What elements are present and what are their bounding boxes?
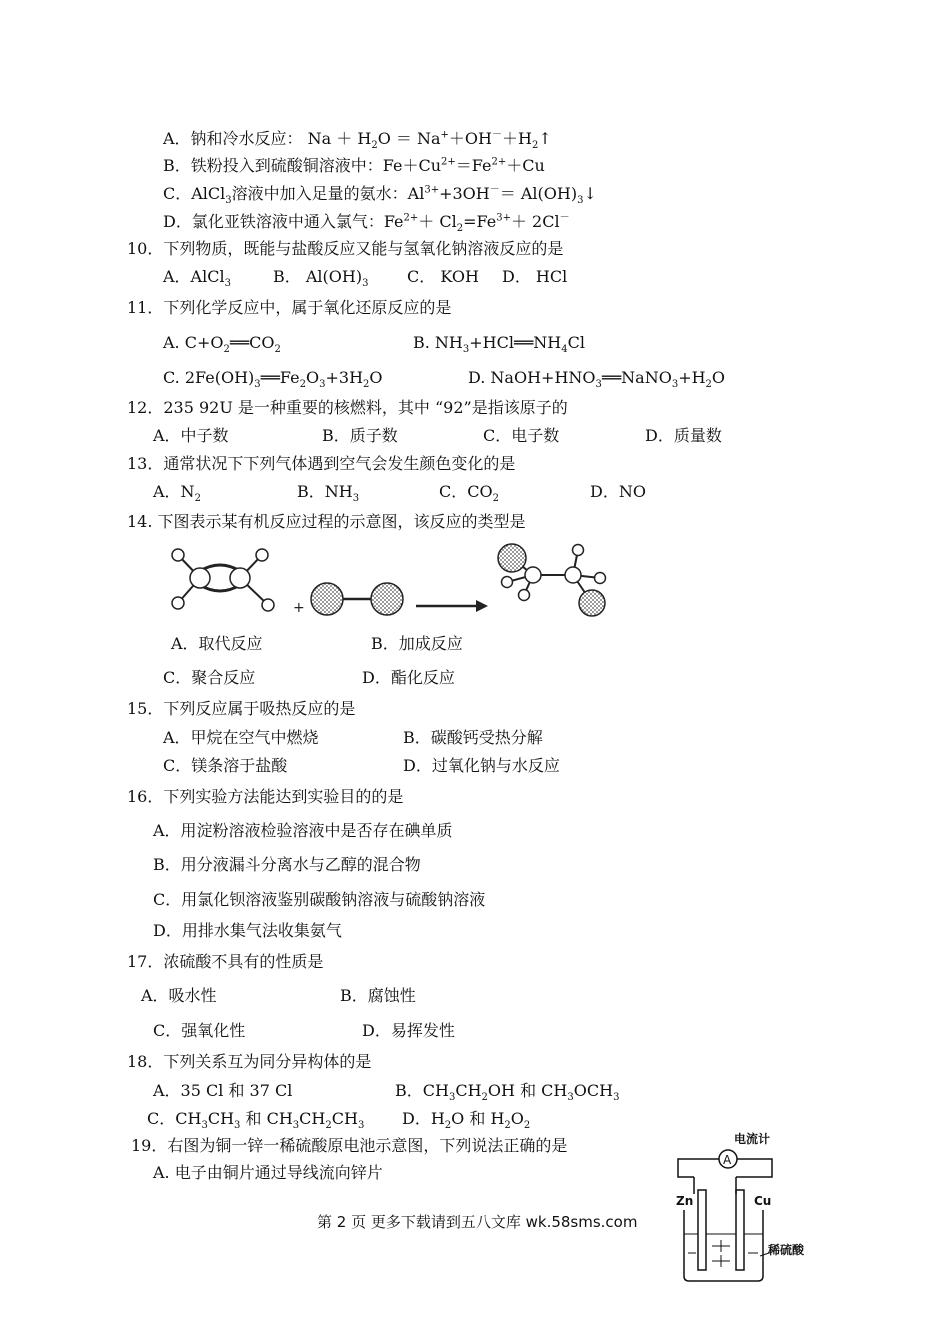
q14-option-c: C．聚合反应 [163, 668, 256, 687]
q12-option-c: C．电子数 [483, 426, 560, 445]
q11-option-c: C. $2Fe(OH)_3══Fe_2O_3+3H_2O$ [163, 368, 383, 391]
q17-option-c: C．强氧化性 [153, 1021, 246, 1040]
acid-label: 稀硫酸 [768, 1243, 805, 1257]
q14-stem: 14. 下图表示某有机反应过程的示意图，该反应的类型是 [127, 512, 526, 531]
q13-option-d: D．NO [590, 482, 646, 501]
zinc-label: Zn [676, 1194, 694, 1208]
reaction-arrow [416, 600, 488, 612]
q11-option-a: A. $C+O_2══CO_2$ [163, 333, 281, 356]
q13-option-a: A．$N_2$ [153, 482, 201, 505]
q9-option-c: C．AlCl$_3$溶液中加入足量的氨水：$Al^{3+}+3OH^-=$ $Al(OH)_3↓$ [163, 184, 597, 207]
q14-option-a: A．取代反应 [171, 634, 263, 653]
q13-option-b: B．$NH_3$ [297, 482, 360, 505]
ethylene-molecule [172, 549, 274, 611]
halogen-molecule [311, 583, 403, 615]
q18-option-b: B．$CH_3CH_2OH$ 和 $CH_3OCH_3$ [395, 1081, 620, 1104]
q10-stem: 10．下列物质，既能与盐酸反应又能与氢氧化钠溶液反应的是 [127, 239, 564, 258]
q17-option-b: B．腐蚀性 [340, 986, 416, 1005]
q18-option-a: A．35 Cl 和 37 Cl [153, 1081, 293, 1100]
zinc-electrode [698, 1190, 706, 1270]
q9-option-a: A．钠和冷水反应： $Na + H_2O$ ＝ $Na^++OH^-+H_2↑$ [163, 129, 552, 152]
q10-option-d: D． HCl [502, 267, 568, 286]
q18-stem: 18．下列关系互为同分异构体的是 [127, 1052, 372, 1071]
q15-option-c: C．镁条溶于盐酸 [163, 756, 288, 775]
q15-option-a: A．甲烷在空气中燃烧 [163, 728, 319, 747]
plus-sign: + [293, 600, 305, 616]
q19-option-a: A. 电子由铜片通过导线流向锌片 [153, 1163, 383, 1182]
q16-option-b: B．用分液漏斗分离水与乙醇的混合物 [153, 855, 421, 874]
q10-option-b: B． $Al(OH)_3$ [273, 267, 369, 290]
q18-option-d: D．$H_2O$ 和 $H_2O_2$ [402, 1109, 531, 1132]
q19-stem: 19．右图为铜一锌一稀硫酸原电池示意图，下列说法正确的是 [131, 1136, 568, 1155]
q16-stem: 16．下列实验方法能达到实验目的的是 [127, 787, 404, 806]
q9-option-d: D．氯化亚铁溶液中通入氯气：$Fe^{2+}+ Cl_2=Fe^{3+}+ 2Cl^-$ [163, 212, 570, 235]
q11-stem: 11．下列化学反应中，属于氧化还原反应的是 [127, 298, 452, 317]
copper-label: Cu [754, 1194, 772, 1208]
q15-option-b: B．碳酸钙受热分解 [403, 728, 543, 747]
q16-option-c: C．用氯化钡溶液鉴别碳酸钠溶液与硫酸钠溶液 [153, 890, 486, 909]
q16-option-d: D．用排水集气法收集氨气 [153, 921, 342, 940]
q16-option-a: A．用淀粉溶液检验溶液中是否存在碘单质 [153, 821, 453, 840]
q12-stem: 12．235 92U 是一种重要的核燃料，其中 “92”是指该原子的 [127, 398, 568, 417]
q13-option-c: C．$CO_2$ [439, 482, 499, 505]
q15-option-d: D．过氧化钠与水反应 [403, 756, 560, 775]
q13-stem: 13．通常状况下下列气体遇到空气会发生颜色变化的是 [127, 454, 516, 473]
q17-stem: 17．浓硫酸不具有的性质是 [127, 952, 324, 971]
q9-option-b: B．铁粉投入到硫酸铜溶液中：$Fe+Cu^{2+}=Fe^{2+}+Cu$ [163, 156, 545, 175]
galvanic-cell-diagram [672, 1128, 822, 1288]
q14-option-b: B．加成反应 [371, 634, 463, 653]
q11-option-b: B. $NH_3+HCl══NH_4Cl$ [413, 333, 585, 356]
q10-option-a: A．AlCl$_3$ [163, 267, 231, 290]
copper-electrode [736, 1190, 744, 1270]
svg-text:A: A [723, 1153, 732, 1167]
q12-option-b: B．质子数 [322, 426, 398, 445]
q11-option-d: D. $NaOH+HNO_3══NaNO_3+H_2O$ [468, 368, 726, 391]
q10-option-c: C． KOH [407, 267, 479, 286]
q12-option-a: A．中子数 [153, 426, 229, 445]
q14-option-d: D．酯化反应 [362, 668, 455, 687]
reaction-diagram [160, 535, 620, 625]
q12-option-d: D．质量数 [645, 426, 722, 445]
q17-option-d: D．易挥发性 [362, 1021, 455, 1040]
q17-option-a: A．吸水性 [141, 986, 217, 1005]
q15-stem: 15．下列反应属于吸热反应的是 [127, 699, 356, 718]
page-footer: 第 2 页 更多下载请到五八文库 wk.58sms.com [317, 1213, 638, 1231]
ammeter-label: 电流计 [734, 1132, 771, 1146]
product-molecule [498, 544, 606, 616]
q18-option-c: C．$CH_3CH_3$ 和 $CH_3CH_2CH_3$ [147, 1109, 365, 1132]
